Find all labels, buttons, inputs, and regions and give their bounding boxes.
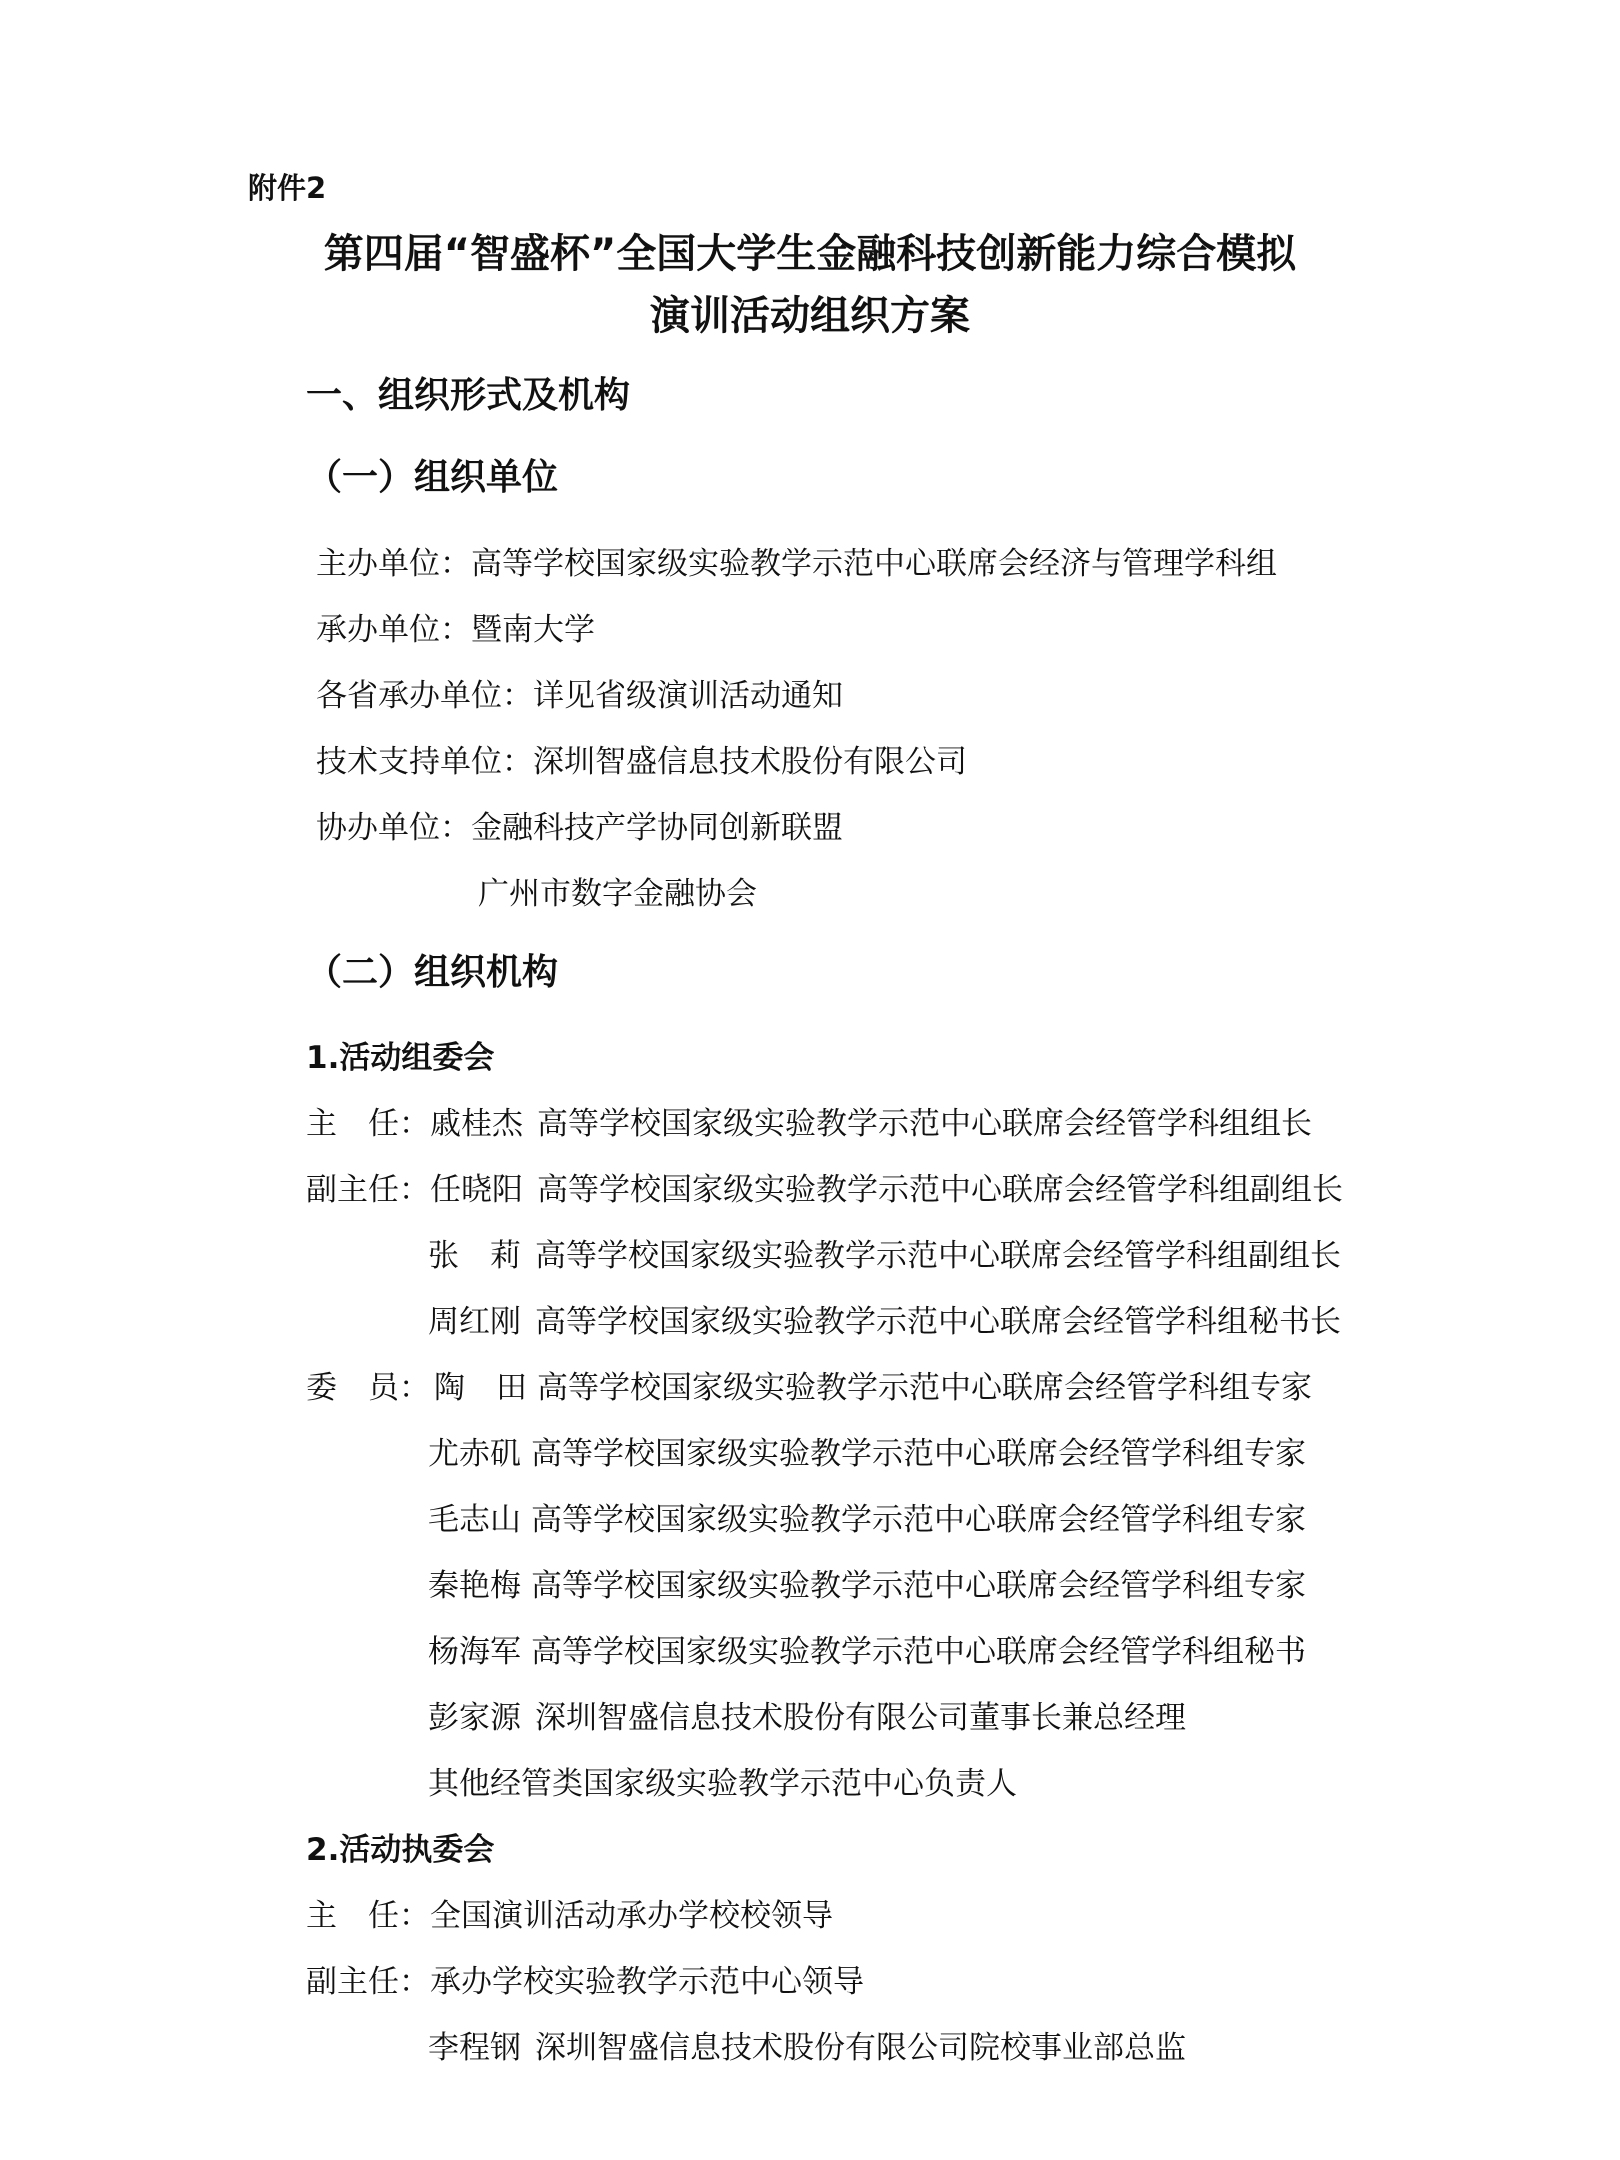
attachment-label: 附件2 — [248, 171, 327, 205]
member-desc: 深圳智盛信息技术股份有限公司院校事业部总监 — [535, 2030, 1186, 2066]
committee-1-row — [428, 1766, 1017, 1802]
committee-1-row — [306, 1172, 1343, 1208]
member-desc: 高等学校国家级实验教学示范中心联席会经管学科组专家 — [537, 1370, 1312, 1406]
organizer-line: 主办单位：高等学校国家级实验教学示范中心联席会经济与管理学科组 — [316, 546, 1277, 582]
member-desc: 高等学校国家级实验教学示范中心联席会经管学科组秘书长 — [535, 1304, 1341, 1340]
committee-1-row — [428, 1304, 1341, 1340]
committee-1-row — [428, 1502, 1306, 1538]
host-line: 承办单位：暨南大学 — [316, 612, 595, 648]
committee-1-row — [428, 1568, 1306, 1604]
role-label: 主 任： — [306, 1898, 430, 1934]
member-desc: 高等学校国家级实验教学示范中心联席会经管学科组组长 — [537, 1106, 1312, 1142]
role-label: 委 员： — [306, 1370, 430, 1406]
co-organizer-line-2: 广州市数字金融协会 — [478, 876, 757, 912]
provincial-host-line: 各省承办单位：详见省级演训活动通知 — [316, 678, 843, 714]
role-label: 主 任： — [306, 1106, 430, 1142]
member-name: 戚桂杰 — [430, 1106, 523, 1142]
committee-1-row — [428, 1634, 1306, 1670]
member-name: 张 莉 — [428, 1238, 521, 1274]
committee-1-heading: 1.活动组委会 — [306, 1040, 495, 1076]
committee-1-row — [428, 1700, 1186, 1736]
member-name: 陶 田 — [434, 1370, 527, 1406]
committee-2-row — [306, 1964, 864, 2000]
subsection-heading-1: （一）组织单位 — [306, 457, 559, 498]
member-desc: 高等学校国家级实验教学示范中心联席会经管学科组专家 — [531, 1502, 1306, 1538]
member-name: 周红刚 — [428, 1304, 521, 1340]
subsection-heading-2: （二）组织机构 — [306, 952, 559, 993]
document-title-line-2: 演训活动组织方案 — [650, 293, 970, 339]
member-desc: 高等学校国家级实验教学示范中心联席会经管学科组专家 — [531, 1436, 1306, 1472]
section-heading: 一、组织形式及机构 — [306, 375, 631, 416]
member-name: 杨海军 — [428, 1634, 521, 1670]
member-name: 全国演训活动承办学校校领导 — [430, 1898, 833, 1934]
member-name: 承办学校实验教学示范中心领导 — [430, 1964, 864, 2000]
committee-1-row — [428, 1238, 1341, 1274]
member-name: 任晓阳 — [430, 1172, 523, 1208]
tech-support-line: 技术支持单位：深圳智盛信息技术股份有限公司 — [316, 744, 967, 780]
committee-1-row — [306, 1370, 1312, 1406]
role-label: 副主任： — [306, 1172, 430, 1208]
member-name: 尤赤矶 — [428, 1436, 521, 1472]
member-name: 其他经管类国家级实验教学示范中心负责人 — [428, 1766, 1017, 1802]
member-desc: 高等学校国家级实验教学示范中心联席会经管学科组秘书 — [531, 1634, 1306, 1670]
member-name: 彭家源 — [428, 1700, 521, 1736]
document-title-line-1: 第四届“智盛杯”全国大学生金融科技创新能力综合模拟 — [323, 231, 1297, 277]
member-desc: 高等学校国家级实验教学示范中心联席会经管学科组副组长 — [535, 1238, 1341, 1274]
role-label: 副主任： — [306, 1964, 430, 2000]
member-desc: 深圳智盛信息技术股份有限公司董事长兼总经理 — [535, 1700, 1186, 1736]
committee-1-row — [428, 1436, 1306, 1472]
member-name: 毛志山 — [428, 1502, 521, 1538]
committee-1-row — [306, 1106, 1312, 1142]
member-desc: 高等学校国家级实验教学示范中心联席会经管学科组副组长 — [537, 1172, 1343, 1208]
committee-2-heading: 2.活动执委会 — [306, 1832, 495, 1868]
member-desc: 高等学校国家级实验教学示范中心联席会经管学科组专家 — [531, 1568, 1306, 1604]
committee-2-row — [306, 1898, 833, 1934]
co-organizer-line: 协办单位：金融科技产学协同创新联盟 — [316, 810, 843, 846]
member-name: 秦艳梅 — [428, 1568, 521, 1604]
member-name: 李程钢 — [428, 2030, 521, 2066]
committee-2-row — [428, 2030, 1186, 2066]
